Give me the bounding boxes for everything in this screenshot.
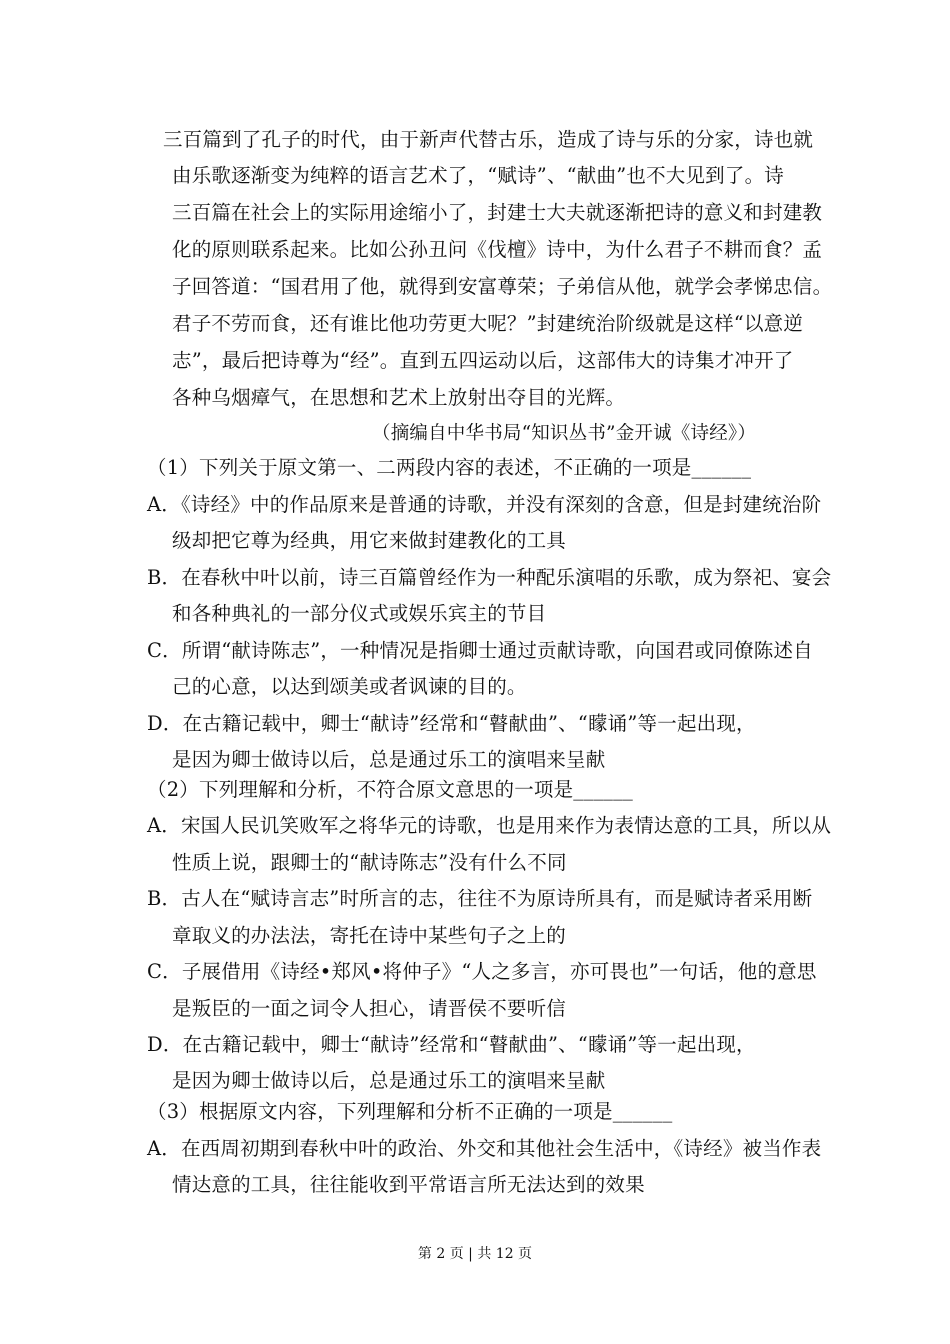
passage-line-4: 化的原则联系起来。比如公孙丑问《伐檀》诗中，为什么君子不耕而食？孟 [172, 238, 823, 261]
passage-line-8: 各种乌烟瘴气，在思想和艺术上放射出夺目的光辉。 [172, 386, 626, 409]
passage-line-2: 由乐歌逐渐变为纯粹的语言艺术了，“赋诗”、“献曲”也不大见到了。诗 [172, 164, 784, 187]
passage-line-3: 三百篇在社会上的实际用途缩小了，封建士大夫就逐渐把诗的意义和封建教 [172, 201, 823, 224]
passage-line-7: 志”，最后把诗尊为“经”。直到五四运动以后，这部伟大的诗集才冲开了 [172, 349, 794, 372]
question-1-stem: （1）下列关于原文第一、二两段内容的表述，不正确的一项是______ [147, 456, 752, 479]
q1-option-d-line1: D．在古籍记载中，卿士“献诗”经常和“瞽献曲”、“矇诵”等一起出现， [147, 712, 756, 735]
q2-option-a-line2: 性质上说，跟卿士的“献诗陈志”没有什么不同 [172, 851, 567, 874]
passage-line-1: 三百篇到了孔子的时代，由于新声代替古乐，造成了诗与乐的分家，诗也就 [163, 128, 814, 151]
q1-option-a-line1: A．《诗经》中的作品原来是普通的诗歌，并没有深刻的含意，但是封建统治阶 [147, 493, 822, 516]
q2-option-c-line2: 是叛臣的一面之词令人担心，请晋侯不要听信 [172, 997, 567, 1020]
q1-option-a-line2: 级却把它尊为经典，用它来做封建教化的工具 [172, 529, 567, 552]
q2-option-d-line2: 是因为卿士做诗以后，总是通过乐工的演唱来呈献 [172, 1069, 606, 1092]
page-number: 第 2 页 | 共 12 页 [417, 1246, 533, 1262]
passage-source: （摘编自中华书局“知识丛书”金开诚《诗经》） [372, 423, 757, 444]
passage-line-5: 子回答道：“国君用了他，就得到安富尊荣；子弟信从他，就学会孝悌忠信。 [172, 275, 833, 298]
page-footer [0, 1244, 950, 1264]
q2-option-c-line1: C．子展借用《诗经•郑风•将仲子》“人之多言，亦可畏也”一句话，他的意思 [147, 960, 817, 983]
q2-option-b-line1: B．古人在“赋诗言志”时所言的志，往往不为原诗所具有，而是赋诗者采用断 [147, 887, 813, 910]
question-2-stem: （2）下列理解和分析，不符合原文意思的一项是______ [147, 778, 634, 801]
q1-option-b-line1: B．在春秋中叶以前，诗三百篇曾经作为一种配乐演唱的乐歌，成为祭祀、宴会 [147, 566, 832, 589]
q2-option-a-line1: A．宋国人民讥笑败军之将华元的诗歌，也是用来作为表情达意的工具，所以从 [147, 814, 832, 837]
q2-option-b-line2: 章取义的办法法，寄托在诗中某些句子之上的 [172, 924, 567, 947]
q1-option-c-line1: C．所谓“献诗陈志”，一种情况是指卿士通过贡献诗歌，向国君或同僚陈述自 [147, 639, 813, 662]
q1-option-b-line2: 和各种典礼的一部分仪式或娱乐宾主的节目 [172, 602, 547, 625]
question-3-stem: （3）根据原文内容，下列理解和分析不正确的一项是______ [147, 1100, 673, 1123]
passage-line-6: 君子不劳而食，还有谁比他功劳更大呢？”封建统治阶级就是这样“以意逆 [172, 312, 804, 335]
q1-option-d-line2: 是因为卿士做诗以后，总是通过乐工的演唱来呈献 [172, 748, 606, 771]
q2-option-d-line1: D．在古籍记载中，卿士“献诗”经常和“瞽献曲”、“矇诵”等一起出现， [147, 1033, 756, 1056]
q3-option-a-line2: 情达意的工具，往往能收到平常语言所无法达到的效果 [172, 1173, 645, 1196]
q1-option-c-line2: 己的心意，以达到颂美或者讽谏的目的。 [172, 675, 527, 698]
q3-option-a-line1: A．在西周初期到春秋中叶的政治、外交和其他社会生活中，《诗经》被当作表 [147, 1137, 822, 1160]
